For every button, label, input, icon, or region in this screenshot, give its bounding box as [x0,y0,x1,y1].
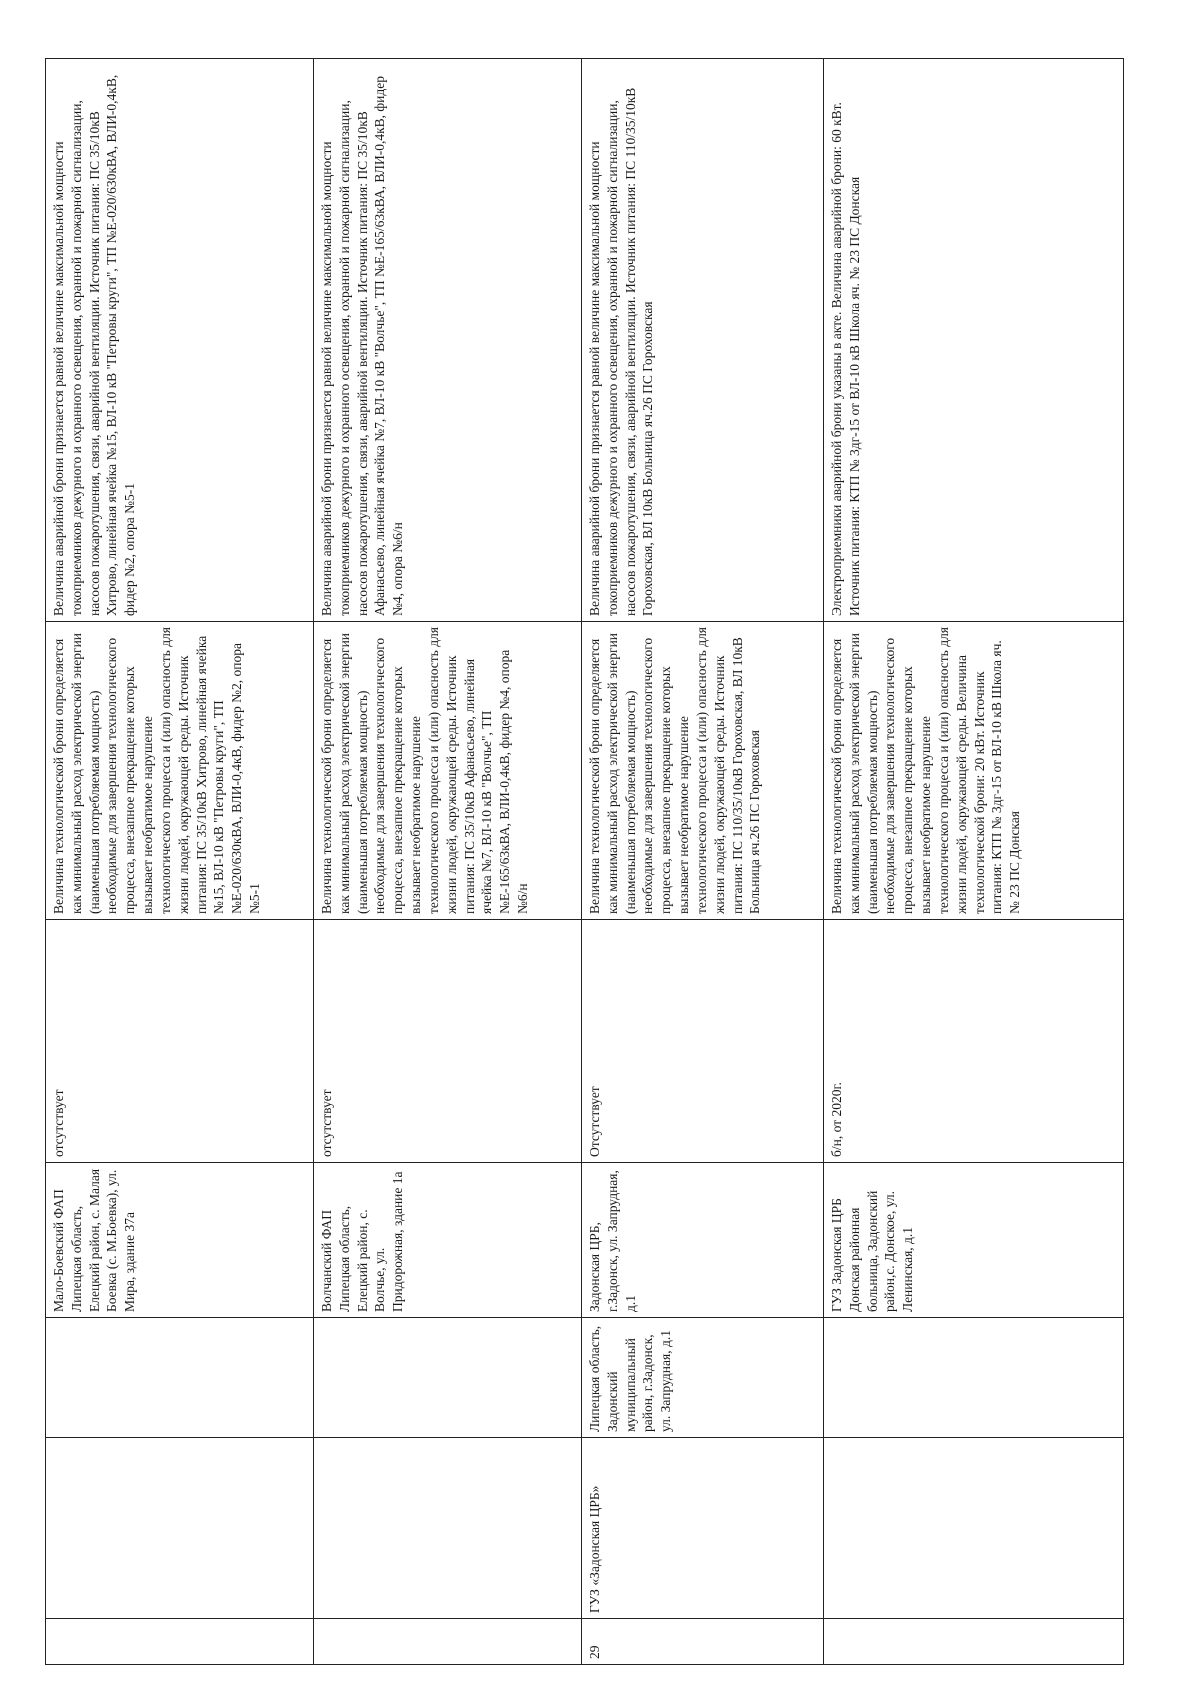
row-number-cell: 29 [582,1619,824,1665]
organization-address-cell: Липецкая область, Задонский муниципальный район, г.Задонск, ул. Запрудная, д.1 [582,1318,824,1438]
act-cell: Отсутствует [582,920,824,1163]
table-row [46,59,314,1665]
act-cell: отсутствует [314,920,582,1163]
emergency-reserve-cell: Величина аварийной брони признается равной величине максимальной мощности токоприемников дежурного и охранного освещения, охранной и пожарной сигнализации, насосов пожаротушения, связи, аварийной вентиляции. Источник питания: ПС 35/10кВ Хитрово, линейная ячейка №15, ВЛ-10 кВ "Петровы круги", ТП №Е-020/630кВА, ВЛИ-0,4кВ, фидер №2, опора №5-1 [46,59,314,622]
emergency-reserve-cell: Величина аварийной брони признается равной величине максимальной мощности токоприемников дежурного и охранного освещения, охранной и пожарной сигнализации, насосов пожаротушения, связи, аварийной вентиляции. Источник питания: ПС 110/35/10кВ Гороховская, ВЛ 10кВ Больница яч.26 ПС Гороховская [582,59,824,622]
table-row [582,59,824,1665]
tech-reserve-cell: Величина технологической брони определяется как минимальный расход электрической энергии (наименьшая потребляемая мощность) необходимые для завершения технологического процесса, внезапное прекращение которых вызывает необратимое нарушение технологического процесса и (или) опасность для жизни людей, окружающей среды. Источник питания: ПС 110/35/10кВ Гороховская, ВЛ 10кВ Больница яч.26 ПС Гороховская [582,622,824,920]
emergency-reserve-cell: Величина аварийной брони признается равной величине максимальной мощности токоприемников дежурного и охранного освещения, охранной и пожарной сигнализации, насосов пожаротушения, связи, аварийной вентиляции. Источник питания: ПС 35/10кВ Афанасьево, линейная ячейка №7, ВЛ-10 кВ "Волчье", ТП №Е-165/63кВА, ВЛИ-0,4кВ, фидер №4, опора №6/н [314,59,582,622]
row-number-cell [46,1619,314,1665]
organization-cell: ГУЗ «Задонская ЦРБ» [582,1438,824,1619]
facility-cell: Мало-Боевский ФАП Липецкая область, Елецкий район, с. Малая Боевка (с. М.Боевка), ул. Мира, здание 37а [46,1163,314,1318]
table-row [314,59,582,1665]
act-cell: б/н, от 2020г. [824,920,1124,1163]
facility-cell: Задонская ЦРБ, г.Задонск, ул. Запрудная, д.1 [582,1163,824,1318]
organization-address-cell [314,1318,582,1438]
emergency-reserve-cell: Электроприемники аварийной брони указаны в акте. Величина аварийной брони: 60 кВт. Источник питания: КТП № 3дг-15 от ВЛ-10 кВ Школа яч. № 23 ПС Донская [824,59,1124,622]
organization-address-cell [46,1318,314,1438]
act-cell: отсутствует [46,920,314,1163]
table-row [824,59,1124,1665]
row-number-cell [824,1619,1124,1665]
organization-cell [824,1438,1124,1619]
facility-cell: ГУЗ Задонская ЦРБ Донская районная больница, Задонский район,с. Донское, ул. Ленинская, д.1 [824,1163,1124,1318]
organization-cell [314,1438,582,1619]
organization-cell [46,1438,314,1619]
power-reserve-table [45,58,1124,1665]
tech-reserve-cell: Величина технологической брони определяется как минимальный расход электрической энергии (наименьшая потребляемая мощность) необходимые для завершения технологического процесса, внезапное прекращение которых вызывает необратимое нарушение технологического процесса и (или) опасность для жизни людей, окружающей среды. Источник питания: ПС 35/10кВ Хитрово, линейная ячейка №15, ВЛ-10 кВ "Петровы круги", ТП №Е-020/630кВА, ВЛИ-0,4кВ, фидер №2, опора №5-1 [46,622,314,920]
row-number-cell [314,1619,582,1665]
tech-reserve-cell: Величина технологической брони определяется как минимальный расход электрической энергии (наименьшая потребляемая мощность) необходимые для завершения технологического процесса, внезапное прекращение которых вызывает необратимое нарушение технологического процесса и (или) опасность для жизни людей, окружающей среды. Величина технологической брони: 20 кВт. Источник питания: КТП № 3дг-15 от ВЛ-10 кВ Школа яч. № 23 ПС Донская [824,622,1124,920]
facility-cell: Волчанский ФАП Липецкая область, Елецкий район, с. Волчье, ул. Придорожная, здание 1а [314,1163,582,1318]
organization-address-cell [824,1318,1124,1438]
tech-reserve-cell: Величина технологической брони определяется как минимальный расход электрической энергии (наименьшая потребляемая мощность) необходимые для завершения технологического процесса, внезапное прекращение которых вызывает необратимое нарушение технологического процесса и (или) опасность для жизни людей, окружающей среды. Источник питания: ПС 35/10кВ Афанасьево, линейная ячейка №7, ВЛ-10 кВ "Волчье", ТП №Е-165/63кВА, ВЛИ-0,4кВ, фидер №4, опора №6/н [314,622,582,920]
